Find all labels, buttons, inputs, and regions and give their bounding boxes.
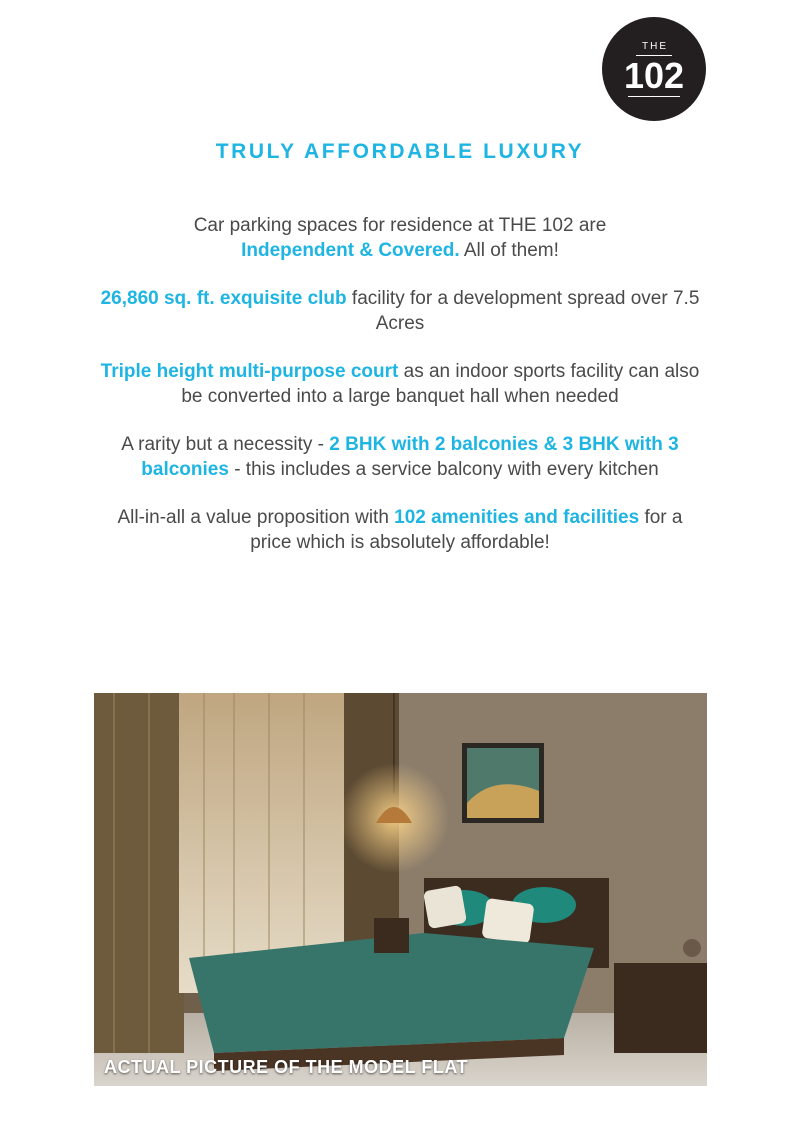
feature-text: All of them!	[459, 239, 559, 261]
feature-parking	[95, 214, 705, 263]
feature-text: for a price which is absolutely affordable!	[250, 507, 683, 553]
feature-highlight: Triple height multi-purpose court	[100, 361, 399, 382]
logo-number: 102	[623, 54, 685, 96]
model-flat-photo	[94, 693, 707, 1086]
feature-text: Car parking spaces for residence at THE 102 are	[193, 215, 607, 236]
photo-caption: ACTUAL PICTURE OF THE MODEL FLAT	[104, 1057, 468, 1077]
feature-text: as an indoor sports facility can also be converted into a large banquet hall when needed	[181, 361, 700, 407]
feature-text: A rarity but a necessity -	[121, 434, 330, 455]
feature-highlight: 102 amenities and facilities	[394, 507, 640, 528]
feature-highlight: 2 BHK with 2 balconies & 3 BHK with 3 balconies	[141, 434, 679, 480]
feature-text: All-in-all a value proposition with	[117, 507, 395, 528]
feature-amenities	[95, 506, 705, 555]
feature-club	[95, 287, 705, 336]
logo-rule	[628, 96, 680, 97]
page-headline: TRULY AFFORDABLE LUXURY	[215, 140, 585, 163]
logo-the-text: THE	[636, 42, 672, 56]
feature-text: - this includes a service balcony with every kitchen	[228, 458, 659, 480]
feature-court	[95, 360, 705, 409]
feature-list	[95, 214, 705, 579]
feature-text: facility for a development spread over 7.5 Acres	[346, 288, 700, 334]
bedroom-illustration	[94, 693, 707, 1086]
brand-logo	[602, 17, 706, 121]
feature-balconies	[95, 433, 705, 482]
feature-highlight: Independent & Covered.	[241, 239, 460, 261]
feature-highlight: 26,860 sq. ft. exquisite club	[100, 288, 347, 309]
